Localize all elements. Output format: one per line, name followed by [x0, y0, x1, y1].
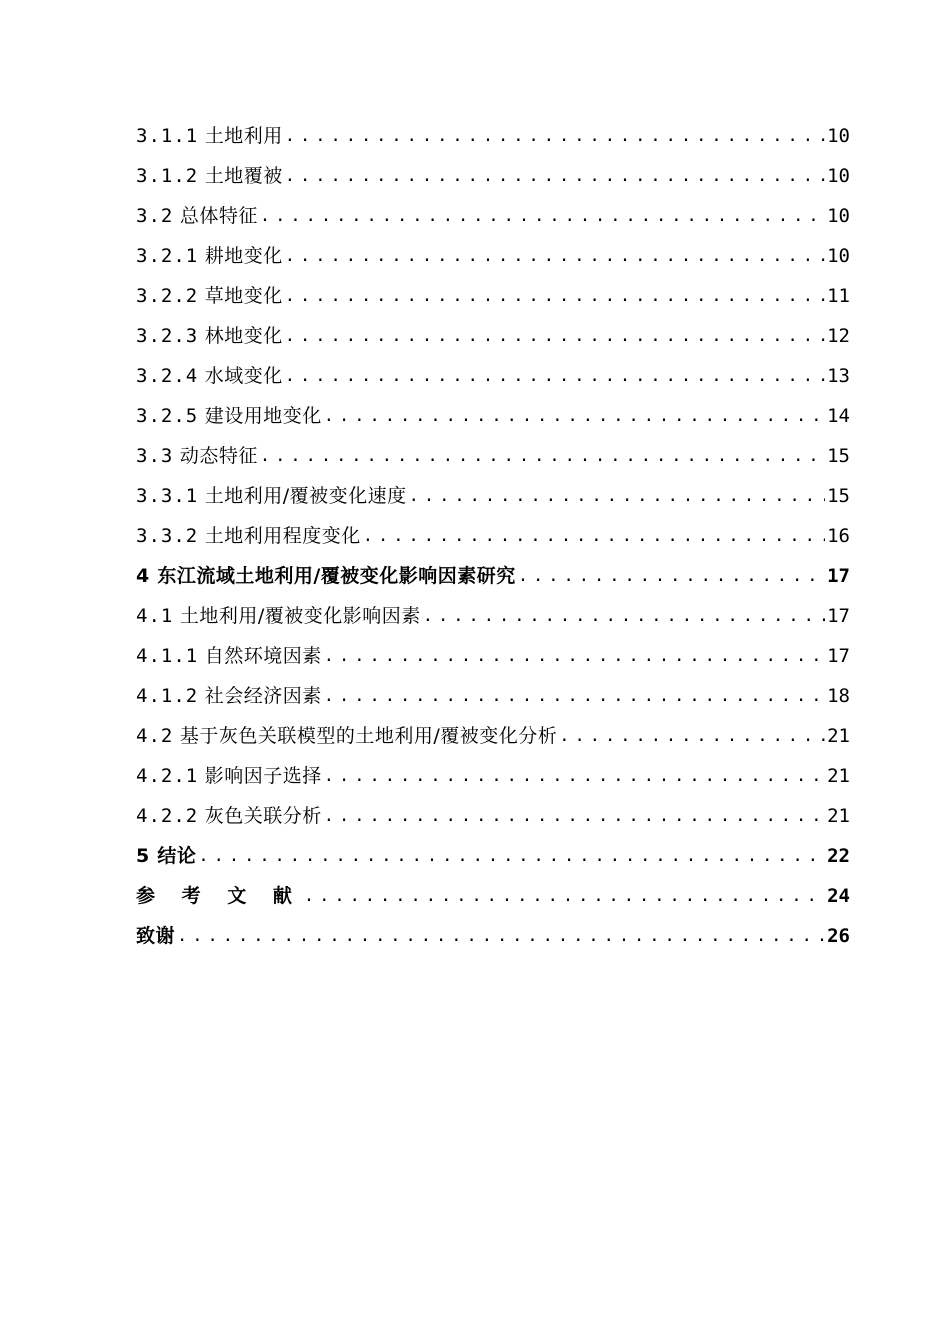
toc-entry-title: 基于灰色关联模型的土地利用/覆被变化分析 — [179, 725, 558, 747]
toc-entry-number: 5 — [136, 845, 151, 867]
toc-leader-dots — [285, 276, 825, 316]
toc-entry-label — [136, 196, 258, 236]
toc-entry-page: 21 — [827, 805, 850, 827]
toc-entry-page: 21 — [827, 765, 850, 787]
toc-entry-page: 17 — [827, 645, 850, 667]
toc-entry-label — [136, 796, 322, 836]
toc-leader-dots — [324, 636, 825, 676]
toc-entry-number: 4.2 — [136, 725, 174, 747]
toc-entry-number: 4.1.2 — [136, 685, 199, 707]
toc-entry[interactable] — [136, 636, 850, 676]
toc-entry-page: 15 — [827, 445, 850, 467]
toc-entry-page: 17 — [827, 565, 850, 587]
toc-entry-number: 4.1 — [136, 605, 174, 627]
toc-entry-page: 24 — [827, 885, 850, 907]
toc-entry-label — [136, 156, 283, 196]
toc-leader-dots — [324, 756, 825, 796]
toc-leader-dots — [363, 516, 825, 556]
toc-entry[interactable] — [136, 436, 850, 476]
toc-chapter-entry[interactable] — [136, 836, 850, 876]
toc-entry-number: 4.2.1 — [136, 765, 199, 787]
toc-entry-title: 影响因子选择 — [204, 765, 322, 787]
toc-entry[interactable] — [136, 316, 850, 356]
toc-entry-number: 3.1.1 — [136, 125, 199, 147]
toc-leader-dots — [304, 876, 825, 916]
toc-leader-dots — [518, 556, 825, 596]
toc-entry-title: 参 考 文 献 — [136, 885, 302, 907]
toc-entry-label — [136, 516, 361, 556]
toc-entry-page: 22 — [827, 845, 850, 867]
toc-entry-page: 10 — [827, 245, 850, 267]
toc-entry[interactable] — [136, 356, 850, 396]
toc-entry-title: 林地变化 — [204, 325, 283, 347]
toc-entry-number: 3.2.5 — [136, 405, 199, 427]
toc-entry-title: 耕地变化 — [204, 245, 283, 267]
toc-entry-label — [136, 876, 302, 916]
toc-acknowledgements-entry[interactable] — [136, 916, 850, 956]
toc-entry-title: 水域变化 — [204, 365, 283, 387]
toc-entry[interactable] — [136, 396, 850, 436]
toc-entry-title: 结论 — [157, 845, 197, 867]
toc-entry[interactable] — [136, 116, 850, 156]
toc-entry-page: 10 — [827, 205, 850, 227]
toc-entry-title: 土地利用/覆被变化速度 — [204, 485, 407, 507]
toc-entry-number: 3.1.2 — [136, 165, 199, 187]
toc-leader-dots — [285, 156, 825, 196]
toc-entry-label — [136, 476, 407, 516]
toc-entry-number: 4.1.1 — [136, 645, 199, 667]
toc-entry[interactable] — [136, 276, 850, 316]
toc-entry[interactable] — [136, 596, 850, 636]
toc-entry-page: 16 — [827, 525, 850, 547]
toc-leader-dots — [177, 916, 825, 956]
toc-entry[interactable] — [136, 716, 850, 756]
toc-entry-page: 12 — [827, 325, 850, 347]
toc-entry-title: 灰色关联分析 — [204, 805, 322, 827]
toc-entry-title: 东江流域土地利用/覆被变化影响因素研究 — [157, 565, 516, 587]
toc-entry-label — [136, 356, 283, 396]
toc-entry[interactable] — [136, 796, 850, 836]
toc-entry[interactable] — [136, 516, 850, 556]
toc-entry-number: 3.2.1 — [136, 245, 199, 267]
toc-entry-number: 3.3.1 — [136, 485, 199, 507]
toc-leader-dots — [324, 396, 825, 436]
toc-entry[interactable] — [136, 236, 850, 276]
toc-entry-label — [136, 836, 196, 876]
toc-entry-label — [136, 236, 283, 276]
toc-entry-label — [136, 916, 175, 956]
toc-entry-page: 15 — [827, 485, 850, 507]
toc-entry-number: 3.3 — [136, 445, 174, 467]
toc-entry-title: 动态特征 — [179, 445, 258, 467]
toc-entry[interactable] — [136, 756, 850, 796]
toc-entry-page: 26 — [827, 925, 850, 947]
toc-entry-title: 土地利用/覆被变化影响因素 — [179, 605, 421, 627]
toc-chapter-entry[interactable] — [136, 556, 850, 596]
toc-entry-title: 草地变化 — [204, 285, 283, 307]
toc-leader-dots — [260, 196, 825, 236]
toc-references-entry[interactable] — [136, 876, 850, 916]
toc-leader-dots — [285, 316, 825, 356]
toc-entry-number: 3.2.4 — [136, 365, 199, 387]
toc-leader-dots — [285, 116, 825, 156]
toc-entry-label — [136, 596, 421, 636]
toc-leader-dots — [285, 356, 825, 396]
toc-leader-dots — [559, 716, 825, 756]
toc-entry-label — [136, 116, 283, 156]
toc-entry-page: 13 — [827, 365, 850, 387]
toc-entry-label — [136, 276, 283, 316]
toc-entry-page: 17 — [827, 605, 850, 627]
toc-entry-title: 土地覆被 — [204, 165, 283, 187]
toc-entry-page: 10 — [827, 165, 850, 187]
toc-leader-dots — [423, 596, 825, 636]
toc-entry-label — [136, 436, 258, 476]
toc-entry-title: 致谢 — [136, 925, 176, 947]
toc-entry-page: 21 — [827, 725, 850, 747]
toc-entry-title: 土地利用程度变化 — [204, 525, 361, 547]
toc-entry-label — [136, 716, 557, 756]
toc-entry-label — [136, 676, 322, 716]
toc-entry[interactable] — [136, 156, 850, 196]
toc-entry-label — [136, 556, 516, 596]
toc-entry-number: 3.2.3 — [136, 325, 199, 347]
toc-entry-label — [136, 756, 322, 796]
toc-entry-label — [136, 636, 322, 676]
toc-entry-number: 3.2 — [136, 205, 174, 227]
toc-entry-number: 4 — [136, 565, 151, 587]
toc-leader-dots — [285, 236, 825, 276]
toc-leader-dots — [198, 836, 825, 876]
toc-entry-title: 自然环境因素 — [204, 645, 322, 667]
toc-entry-label — [136, 396, 322, 436]
toc-leader-dots — [409, 476, 825, 516]
toc-entry[interactable] — [136, 196, 850, 236]
toc-entry[interactable] — [136, 476, 850, 516]
toc-entry-page: 18 — [827, 685, 850, 707]
toc-entry-title: 总体特征 — [179, 205, 258, 227]
toc-entry-number: 3.2.2 — [136, 285, 199, 307]
toc-entry-title: 社会经济因素 — [204, 685, 322, 707]
toc-entry-label — [136, 316, 283, 356]
toc-entry-page: 14 — [827, 405, 850, 427]
table-of-contents — [136, 116, 850, 956]
toc-leader-dots — [260, 436, 825, 476]
toc-entry-title: 土地利用 — [204, 125, 283, 147]
toc-entry-page: 11 — [827, 285, 850, 307]
toc-entry-number: 3.3.2 — [136, 525, 199, 547]
toc-entry[interactable] — [136, 676, 850, 716]
toc-entry-number: 4.2.2 — [136, 805, 199, 827]
toc-entry-page: 10 — [827, 125, 850, 147]
toc-entry-title: 建设用地变化 — [204, 405, 322, 427]
toc-leader-dots — [324, 796, 825, 836]
toc-leader-dots — [324, 676, 825, 716]
